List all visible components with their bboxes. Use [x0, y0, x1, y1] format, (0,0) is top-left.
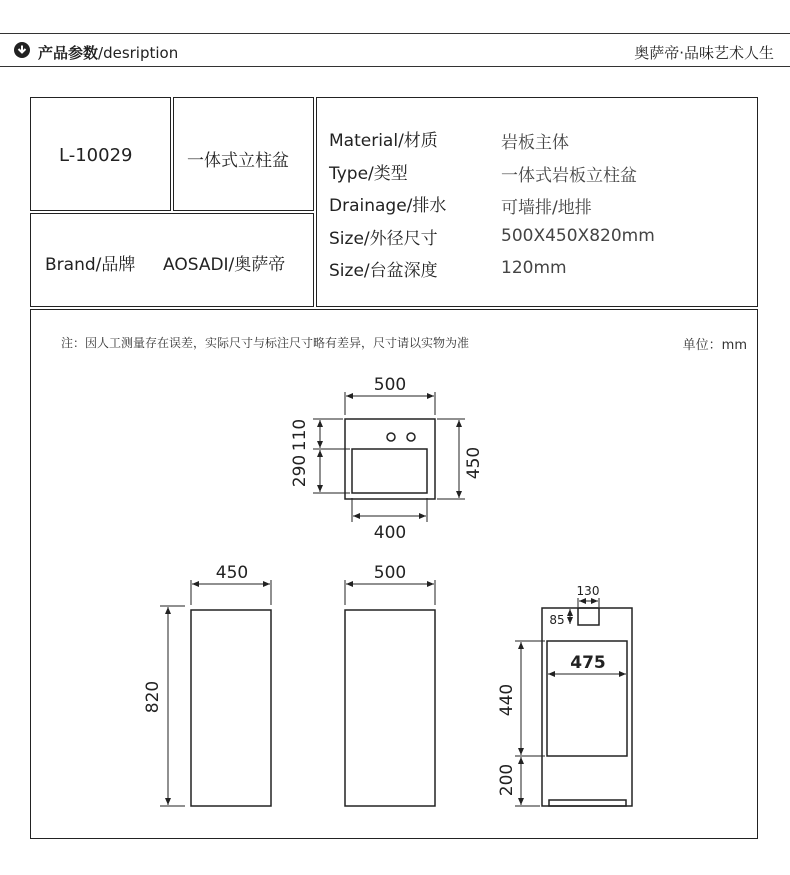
- brand-slogan: 奥萨帝·品味艺术人生: [634, 44, 774, 62]
- model-number: L-10029: [59, 145, 133, 166]
- brand-value: AOSADI/奥萨帝: [163, 255, 286, 275]
- dim-label: 475: [570, 653, 606, 673]
- dim-label: 85: [549, 613, 565, 627]
- dim-label: 450: [464, 446, 484, 480]
- overflow-hole: [407, 433, 415, 441]
- side-view-outline: [191, 610, 271, 806]
- dim-label: 130: [576, 584, 600, 598]
- dim-label: 110: [290, 418, 310, 452]
- dim-label: 450: [215, 563, 249, 583]
- dim-label: 440: [497, 683, 517, 717]
- product-category: 一体式立柱盆: [187, 151, 289, 171]
- front-view-outline: [345, 610, 435, 806]
- section-faucet-block: [578, 608, 599, 625]
- top-view-outline: [345, 419, 435, 499]
- spec-label: Size/台盆深度: [329, 261, 438, 281]
- dim-label: 200: [497, 763, 517, 797]
- dim-label: 500: [373, 563, 407, 583]
- dim-label: 820: [143, 680, 163, 714]
- dim-label: 400: [373, 523, 407, 543]
- spec-value: 岩板主体: [501, 133, 569, 153]
- spec-label: Size/外径尺寸: [329, 229, 438, 249]
- spec-value: 120mm: [501, 258, 567, 278]
- faucet-hole: [387, 433, 395, 441]
- dim-label: 500: [373, 375, 407, 395]
- measurement-note: 注：因人工测量存在误差，实际尺寸与标注尺寸略有差异，尺寸请以实物为准: [61, 336, 470, 350]
- spec-value: 可墙排/地排: [501, 198, 592, 218]
- top-view-basin: [352, 449, 427, 493]
- section-title-cn: 产品参数: [38, 44, 99, 62]
- spec-label: Material/材质: [329, 131, 438, 151]
- spec-value: 一体式岩板立柱盆: [501, 166, 637, 186]
- section-base: [549, 800, 626, 806]
- spec-label: Drainage/排水: [329, 196, 447, 216]
- brand-label: Brand/品牌: [45, 255, 136, 275]
- dim-label: 290: [290, 454, 310, 488]
- unit-label: 单位：mm: [682, 338, 747, 353]
- section-view-outline: [542, 608, 632, 806]
- spec-value: 500X450X820mm: [501, 226, 655, 246]
- section-title-en: /desription: [98, 44, 179, 62]
- spec-label: Type/类型: [329, 164, 408, 184]
